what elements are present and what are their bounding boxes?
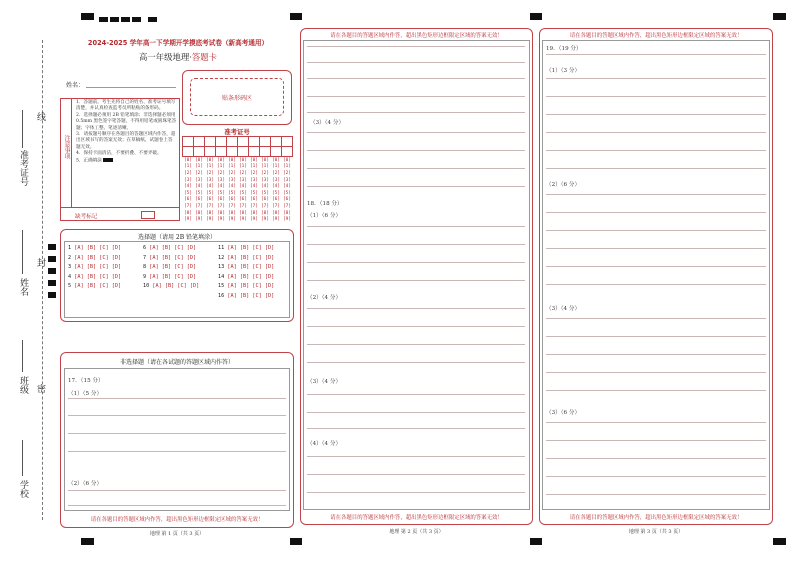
id-digit-bubble[interactable]: [7] bbox=[195, 203, 203, 209]
id-digit-bubble[interactable]: [0] bbox=[261, 157, 269, 163]
id-digit-bubble[interactable]: [7] bbox=[239, 203, 247, 209]
mc-question-row[interactable] bbox=[68, 255, 121, 261]
id-digit-bubble[interactable]: [1] bbox=[283, 164, 291, 170]
id-digit-bubble[interactable]: [2] bbox=[217, 170, 225, 176]
answer-line[interactable] bbox=[307, 280, 525, 281]
id-digit-bubble[interactable]: [6] bbox=[195, 197, 203, 203]
page1-footer: 地理 第 1 页（共 3 页） bbox=[149, 531, 205, 537]
answer-line[interactable] bbox=[307, 62, 525, 63]
answer-line[interactable] bbox=[546, 494, 766, 495]
name-label: 姓名： bbox=[66, 82, 85, 89]
id-digit-bubble[interactable]: [8] bbox=[217, 210, 225, 216]
answer-line[interactable] bbox=[546, 390, 766, 391]
answer-line[interactable] bbox=[307, 474, 525, 475]
subtitle-dot: · bbox=[189, 52, 192, 62]
notes-list bbox=[76, 100, 177, 165]
id-digit-bubble[interactable]: [1] bbox=[239, 164, 247, 170]
page3-bottom-notice: 请在各题目的答题区域内作答，超出黑色矩形边框限定区域的答案无效！ bbox=[569, 515, 743, 521]
timing-mark bbox=[81, 13, 94, 20]
id-digit-bubble[interactable]: [0] bbox=[250, 157, 258, 163]
id-entry-cell[interactable] bbox=[271, 147, 282, 157]
binding-underline bbox=[22, 230, 23, 274]
id-digit-bubble[interactable]: [0] bbox=[195, 157, 203, 163]
id-digit-bubble[interactable]: [9] bbox=[272, 217, 280, 223]
id-digit-bubble[interactable]: [6] bbox=[261, 197, 269, 203]
answer-line[interactable] bbox=[307, 308, 525, 309]
page3-footer: 地理 第 3 页（共 3 页） bbox=[628, 529, 684, 535]
id-digit-bubble[interactable]: [2] bbox=[239, 170, 247, 176]
answer-line[interactable] bbox=[546, 422, 766, 423]
answer-line[interactable] bbox=[307, 412, 525, 413]
id-digit-bubble[interactable]: [6] bbox=[228, 197, 236, 203]
answer-line[interactable] bbox=[546, 194, 766, 195]
id-digit-bubble[interactable]: [8] bbox=[272, 210, 280, 216]
id-digit-bubble[interactable]: [0] bbox=[283, 157, 291, 163]
answer-line[interactable] bbox=[546, 168, 766, 169]
id-digit-bubble[interactable]: [5] bbox=[239, 190, 247, 196]
answer-line[interactable] bbox=[307, 186, 525, 187]
notes-item-fill: 5．正确填涂 bbox=[76, 158, 177, 165]
q19-4-label: （3）（6 分） bbox=[546, 410, 581, 416]
mc-question-row[interactable] bbox=[143, 283, 199, 289]
mc-question-row[interactable] bbox=[143, 264, 196, 270]
timing-mark bbox=[110, 17, 119, 22]
id-digit-bubble[interactable]: [6] bbox=[239, 197, 247, 203]
answer-line[interactable] bbox=[68, 415, 286, 416]
timing-mark bbox=[48, 268, 56, 274]
absent-box[interactable] bbox=[141, 211, 155, 219]
mc-question-number: 7 bbox=[143, 254, 147, 261]
mc-question-number: 13 bbox=[218, 264, 225, 271]
mc-title: 选择题（请用 2B 铅笔填涂） bbox=[137, 234, 217, 241]
id-digit-bubble[interactable]: [8] bbox=[261, 210, 269, 216]
mc-question-row[interactable] bbox=[218, 255, 274, 261]
mc-question-number: 6 bbox=[143, 245, 147, 251]
id-digit-bubble[interactable]: [5] bbox=[272, 190, 280, 196]
q17-3-label: （3）（4 分） bbox=[310, 120, 345, 126]
id-digit-bubble[interactable]: [9] bbox=[184, 217, 192, 223]
answer-line[interactable] bbox=[307, 326, 525, 327]
id-digit-bubble[interactable]: [2] bbox=[184, 170, 192, 176]
id-entry-cell[interactable] bbox=[227, 137, 238, 147]
answer-line[interactable] bbox=[307, 428, 525, 429]
answer-line[interactable] bbox=[546, 96, 766, 97]
q19-label: 19．（19 分） bbox=[546, 46, 582, 52]
id-entry-cell[interactable] bbox=[282, 147, 293, 157]
binding-seal-char: 封 bbox=[35, 258, 45, 267]
mc-question-number: 8 bbox=[143, 264, 147, 271]
mc-options[interactable]: [A] [B] [C] [D] bbox=[74, 254, 122, 261]
answer-line[interactable] bbox=[546, 150, 766, 151]
answer-line[interactable] bbox=[307, 46, 525, 47]
id-digit-bubble[interactable]: [6] bbox=[272, 197, 280, 203]
answer-line[interactable] bbox=[68, 490, 286, 491]
id-digit-bubble[interactable]: [8] bbox=[195, 210, 203, 216]
page1-bottom-notice: 请在各题目的答题区域内作答，超出黑色矩形边框限定区域的答案无效！ bbox=[90, 517, 264, 523]
mc-question-number: 16 bbox=[218, 293, 225, 299]
notes-item: 3．请按题号顺序在各题目的答题区域内作答，超出区域书写的答案无效；在草稿纸、试题卷上答题无效。 bbox=[76, 132, 176, 150]
q19-1-label: （1）（3 分） bbox=[546, 68, 581, 74]
q17-label: 17．（15 分） bbox=[68, 378, 104, 384]
id-digit-bubble[interactable]: [4] bbox=[250, 184, 258, 190]
binding-underline bbox=[22, 340, 23, 372]
answer-line[interactable] bbox=[307, 492, 525, 493]
answer-line[interactable] bbox=[307, 456, 525, 457]
id-digit-bubble[interactable]: [1] bbox=[272, 164, 280, 170]
mc-options[interactable]: [A] [B] [C] [D] bbox=[74, 283, 122, 290]
timing-mark bbox=[132, 17, 141, 22]
q18-3-label: （3）（4 分） bbox=[307, 379, 342, 385]
timing-mark bbox=[290, 13, 302, 20]
timing-mark bbox=[530, 538, 542, 545]
q18-label: 18．（18 分） bbox=[307, 201, 343, 207]
binding-underline bbox=[22, 110, 23, 148]
mc-question-number: 14 bbox=[218, 273, 225, 280]
mc-options[interactable]: [A] [B] [C] [D] bbox=[227, 283, 275, 290]
id-digit-bubble[interactable]: [5] bbox=[250, 190, 258, 196]
id-digit-bubble[interactable]: [3] bbox=[195, 177, 203, 183]
id-digit-bubble[interactable]: [3] bbox=[239, 177, 247, 183]
id-digit-bubble[interactable]: [1] bbox=[217, 164, 225, 170]
id-digit-bubble[interactable]: [3] bbox=[272, 177, 280, 183]
notes-title: 注意事项 bbox=[63, 135, 70, 159]
timing-mark bbox=[99, 17, 108, 22]
mc-question-row[interactable] bbox=[143, 255, 196, 261]
answer-line[interactable] bbox=[546, 54, 766, 55]
id-digit-bubble[interactable]: [1] bbox=[195, 164, 203, 170]
timing-mark bbox=[48, 280, 56, 286]
answer-line[interactable] bbox=[68, 451, 286, 452]
answer-line[interactable] bbox=[546, 266, 766, 267]
absent-label: 缺考标记 bbox=[75, 214, 98, 220]
binding-line-char: 线 bbox=[35, 112, 45, 121]
q18-2-label: （2）（4 分） bbox=[307, 295, 342, 301]
exam-title: 2024-2025 学年高一下学期开学摸底考试卷（新高考通用） bbox=[87, 39, 269, 47]
id-entry-cell[interactable] bbox=[194, 137, 205, 147]
notes-item: 4．保持卡面清洁，不要折叠、不要弄破。 bbox=[76, 151, 162, 157]
id-digit-bubble[interactable]: [9] bbox=[261, 217, 269, 223]
id-entry-cell[interactable] bbox=[282, 137, 293, 147]
id-digit-bubble[interactable]: [2] bbox=[261, 170, 269, 176]
mc-options[interactable]: [A] [B] [C] [D] bbox=[149, 245, 197, 251]
id-entry-cell[interactable] bbox=[183, 137, 194, 147]
id-digit-bubble[interactable]: [3] bbox=[261, 177, 269, 183]
id-digit-bubble[interactable]: [3] bbox=[228, 177, 236, 183]
name-field[interactable] bbox=[86, 87, 176, 88]
id-digit-bubble[interactable]: [0] bbox=[184, 157, 192, 163]
id-entry-cell[interactable] bbox=[205, 147, 216, 157]
id-digit-bubble[interactable]: [7] bbox=[228, 203, 236, 209]
answer-line[interactable] bbox=[307, 394, 525, 395]
id-digit-bubble[interactable]: [8] bbox=[283, 210, 291, 216]
id-entry-cell[interactable] bbox=[194, 147, 205, 157]
binding-seal2-char: 密 bbox=[35, 384, 45, 393]
id-digit-bubble[interactable]: [0] bbox=[228, 157, 236, 163]
id-digit-bubble[interactable]: [8] bbox=[228, 210, 236, 216]
id-entry-cell[interactable] bbox=[271, 137, 282, 147]
q18-4-label: （4）（4 分） bbox=[307, 441, 342, 447]
id-digit-bubble[interactable]: [4] bbox=[228, 184, 236, 190]
answer-line[interactable] bbox=[307, 362, 525, 363]
binding-class: 班级 bbox=[18, 376, 28, 394]
notes-item: 1．答题前，考生先将自己的姓名、准考证号填写清楚，并认真检查监考员所粘贴的条形码。 bbox=[76, 100, 176, 112]
timing-mark bbox=[773, 538, 786, 545]
id-digit-bubble[interactable]: [6] bbox=[206, 197, 214, 203]
answer-line[interactable] bbox=[546, 284, 766, 285]
mc-question-number: 2 bbox=[68, 254, 72, 261]
binding-name: 姓名 bbox=[18, 278, 28, 296]
answer-line[interactable] bbox=[307, 112, 525, 113]
timing-mark bbox=[773, 13, 786, 20]
answer-line[interactable] bbox=[546, 476, 766, 477]
q19-2-label: （2）（6 分） bbox=[546, 182, 581, 188]
id-digit-bubble[interactable]: [6] bbox=[217, 197, 225, 203]
id-digit-bubble[interactable]: [4] bbox=[217, 184, 225, 190]
mc-question-row[interactable] bbox=[218, 283, 274, 289]
id-digit-bubble[interactable]: [5] bbox=[195, 190, 203, 196]
barcode-label: 贴条形码区 bbox=[221, 95, 252, 102]
id-digit-bubble[interactable]: [4] bbox=[206, 184, 214, 190]
id-digit-bubble[interactable]: [4] bbox=[239, 184, 247, 190]
mc-question-row[interactable] bbox=[143, 274, 196, 280]
id-digit-bubble[interactable]: [6] bbox=[250, 197, 258, 203]
id-digit-bubble[interactable]: [2] bbox=[250, 170, 258, 176]
mc-question-number: 10 bbox=[143, 283, 150, 290]
mc-question-row[interactable] bbox=[218, 245, 274, 251]
id-digit-bubble[interactable]: [8] bbox=[206, 210, 214, 216]
id-digit-bubble[interactable]: [3] bbox=[206, 177, 214, 183]
mc-options[interactable]: [A] [B] [C] [D] bbox=[227, 254, 275, 261]
id-digit-bubble[interactable]: [0] bbox=[272, 157, 280, 163]
id-digit-bubble[interactable]: [4] bbox=[261, 184, 269, 190]
mc-question-number: 12 bbox=[218, 254, 225, 261]
mc-options[interactable]: [A] [B] [C] [D] bbox=[74, 273, 122, 280]
timing-mark bbox=[48, 292, 56, 298]
answer-line[interactable] bbox=[68, 505, 286, 506]
mc-question-number: 11 bbox=[218, 245, 225, 251]
id-entry-cell[interactable] bbox=[205, 137, 216, 147]
id-digit-bubble[interactable]: [8] bbox=[250, 210, 258, 216]
answer-line[interactable] bbox=[307, 226, 525, 227]
answer-line[interactable] bbox=[307, 344, 525, 345]
answer-line[interactable] bbox=[307, 96, 525, 97]
id-digit-bubble[interactable]: [4] bbox=[283, 184, 291, 190]
mc-question-number: 1 bbox=[68, 245, 72, 251]
page2-top-notice: 请在各题目的答题区域内作答，超出黑色矩形边框限定区域的答案无效！ bbox=[330, 33, 503, 39]
mc-question-row[interactable] bbox=[143, 245, 196, 251]
mc-options[interactable]: [A] [B] [C] [D] bbox=[227, 273, 275, 280]
id-digit-bubble[interactable]: [3] bbox=[250, 177, 258, 183]
mc-question-row[interactable] bbox=[218, 293, 274, 299]
id-digit-bubble[interactable]: [2] bbox=[272, 170, 280, 176]
id-digit-bubble[interactable]: [5] bbox=[184, 190, 192, 196]
mc-question-row[interactable] bbox=[218, 264, 274, 270]
answer-line[interactable] bbox=[307, 262, 525, 263]
answer-line[interactable] bbox=[546, 114, 766, 115]
id-digit-bubble[interactable]: [1] bbox=[184, 164, 192, 170]
id-entry-cell[interactable] bbox=[227, 147, 238, 157]
id-digit-bubble[interactable]: [7] bbox=[272, 203, 280, 209]
id-entry-cell[interactable] bbox=[216, 147, 227, 157]
q17-2-label: （2）（6 分） bbox=[68, 481, 103, 487]
id-digit-bubble[interactable]: [7] bbox=[283, 203, 291, 209]
answer-line[interactable] bbox=[546, 318, 766, 319]
notes-item: 2．选择题必须用 2B 铅笔填涂；非选择题必须用 0.5mm 黑色签字笔答题，不得用铅笔或圆珠笔答题；字体工整、笔迹清晰。 bbox=[76, 112, 177, 131]
exam-id-title: 准考证号 bbox=[224, 128, 250, 136]
timing-mark bbox=[530, 13, 542, 20]
id-digit-bubble[interactable]: [9] bbox=[283, 217, 291, 223]
mc-options[interactable]: [A] [B] [C] [D] bbox=[152, 283, 200, 290]
binding-underline bbox=[22, 440, 23, 476]
timing-mark bbox=[148, 17, 157, 22]
card-subtitle bbox=[62, 51, 294, 63]
id-digit-bubble[interactable]: [7] bbox=[206, 203, 214, 209]
subtitle-tail: 答题卡 bbox=[191, 52, 218, 62]
mc-question-number: 15 bbox=[218, 283, 225, 290]
answer-line[interactable] bbox=[546, 230, 766, 231]
id-entry-cell[interactable] bbox=[249, 137, 260, 147]
timing-mark bbox=[48, 256, 56, 262]
answer-line[interactable] bbox=[546, 458, 766, 459]
mc-options[interactable]: [A] [B] [C] [D] bbox=[74, 264, 122, 271]
id-digit-bubble[interactable]: [5] bbox=[261, 190, 269, 196]
id-digit-bubble[interactable]: [7] bbox=[217, 203, 225, 209]
id-digit-bubble[interactable]: [3] bbox=[184, 177, 192, 183]
id-entry-cell[interactable] bbox=[238, 147, 249, 157]
id-digit-bubble[interactable]: [1] bbox=[228, 164, 236, 170]
binding-school: 学校 bbox=[18, 480, 28, 498]
id-digit-bubble[interactable]: [6] bbox=[184, 197, 192, 203]
mc-question-number: 4 bbox=[68, 273, 72, 280]
mc-options[interactable]: [A] [B] [C] [D] bbox=[149, 254, 197, 261]
id-digit-bubble[interactable]: [3] bbox=[283, 177, 291, 183]
id-digit-bubble[interactable]: [1] bbox=[250, 164, 258, 170]
answer-line[interactable] bbox=[546, 354, 766, 355]
id-digit-bubble[interactable]: [7] bbox=[261, 203, 269, 209]
id-digit-bubble[interactable]: [7] bbox=[184, 203, 192, 209]
mc-question-row[interactable] bbox=[218, 274, 274, 280]
answer-line[interactable] bbox=[307, 150, 525, 151]
answer-line[interactable] bbox=[307, 132, 525, 133]
mc-options[interactable]: [A] [B] [C] [D] bbox=[74, 245, 122, 251]
id-digit-bubble[interactable]: [0] bbox=[206, 157, 214, 163]
id-digit-bubble[interactable]: [1] bbox=[206, 164, 214, 170]
id-entry-cell[interactable] bbox=[260, 147, 271, 157]
timing-mark bbox=[290, 538, 302, 545]
answer-line[interactable] bbox=[68, 398, 286, 399]
mc-options[interactable]: [A] [B] [C] [D] bbox=[227, 245, 275, 251]
mc-question-row[interactable] bbox=[68, 274, 121, 280]
id-digit-bubble[interactable]: [4] bbox=[195, 184, 203, 190]
answer-line[interactable] bbox=[546, 336, 766, 337]
mc-options[interactable]: [A] [B] [C] [D] bbox=[227, 293, 275, 299]
page3-top-notice: 请在各题目的答题区域内作答，超出黑色矩形边框限定区域的答案无效！ bbox=[569, 33, 743, 39]
id-entry-cell[interactable] bbox=[216, 137, 227, 147]
id-digit-bubble[interactable]: [7] bbox=[250, 203, 258, 209]
id-digit-bubble[interactable]: [2] bbox=[228, 170, 236, 176]
id-digit-bubble[interactable]: [6] bbox=[283, 197, 291, 203]
id-digit-bubble[interactable]: [3] bbox=[217, 177, 225, 183]
id-digit-bubble[interactable]: [5] bbox=[217, 190, 225, 196]
id-digit-bubble[interactable]: [9] bbox=[250, 217, 258, 223]
mc-question-number: 3 bbox=[68, 264, 72, 271]
id-digit-bubble[interactable]: [9] bbox=[195, 217, 203, 223]
q18-1-label: （1）（6 分） bbox=[307, 213, 342, 219]
id-entry-cell[interactable] bbox=[249, 147, 260, 157]
id-digit-bubble[interactable]: [9] bbox=[228, 217, 236, 223]
id-digit-bubble[interactable]: [5] bbox=[206, 190, 214, 196]
q19-3-label: （3）（4 分） bbox=[546, 306, 581, 312]
id-digit-bubble[interactable]: [8] bbox=[239, 210, 247, 216]
id-digit-bubble[interactable]: [9] bbox=[239, 217, 247, 223]
id-digit-bubble[interactable]: [4] bbox=[272, 184, 280, 190]
id-digit-bubble[interactable]: [9] bbox=[217, 217, 225, 223]
answer-line[interactable] bbox=[307, 244, 525, 245]
mc-question-row[interactable] bbox=[68, 245, 121, 251]
id-digit-bubble[interactable]: [2] bbox=[195, 170, 203, 176]
id-entry-cell[interactable] bbox=[238, 137, 249, 147]
answer-line[interactable] bbox=[546, 78, 766, 79]
mc-options[interactable]: [A] [B] [C] [D] bbox=[149, 264, 197, 271]
answer-line[interactable] bbox=[307, 78, 525, 79]
mc-options[interactable]: [A] [B] [C] [D] bbox=[149, 273, 197, 280]
answer-line[interactable] bbox=[546, 440, 766, 441]
id-digit-bubble[interactable]: [9] bbox=[206, 217, 214, 223]
id-digit-bubble[interactable]: [4] bbox=[184, 184, 192, 190]
binding-exam-no: 准考证号 bbox=[18, 150, 28, 186]
timing-mark bbox=[121, 17, 130, 22]
mc-question-row[interactable] bbox=[68, 264, 121, 270]
timing-mark bbox=[48, 244, 56, 250]
page2-footer: 地理 第 2 页（共 3 页） bbox=[389, 529, 444, 535]
id-digit-bubble[interactable]: [2] bbox=[283, 170, 291, 176]
answer-line[interactable] bbox=[68, 433, 286, 434]
exam-id-grid[interactable] bbox=[182, 136, 293, 223]
answer-line[interactable] bbox=[546, 372, 766, 373]
timing-mark bbox=[81, 538, 94, 545]
answer-line[interactable] bbox=[546, 212, 766, 213]
page2-bottom-notice: 请在各题目的答题区域内作答，超出黑色矩形边框限定区域的答案无效！ bbox=[330, 515, 503, 521]
q17-1-label: （1）（5 分） bbox=[68, 391, 103, 397]
id-digit-bubble[interactable]: [2] bbox=[206, 170, 214, 176]
mc-question-row[interactable] bbox=[68, 283, 121, 289]
mc-question-number: 5 bbox=[68, 283, 72, 290]
subtitle-main: 高一年级地理 bbox=[138, 52, 190, 62]
answer-line[interactable] bbox=[307, 168, 525, 169]
id-digit-bubble[interactable]: [5] bbox=[228, 190, 236, 196]
nonmc-title: 非选择题（请在各试题的答题区域内作答） bbox=[119, 359, 234, 366]
id-digit-bubble[interactable]: [0] bbox=[239, 157, 247, 163]
mc-question-number: 9 bbox=[143, 273, 147, 280]
id-entry-cell[interactable] bbox=[260, 137, 271, 147]
id-digit-bubble[interactable]: [8] bbox=[184, 210, 192, 216]
answer-line[interactable] bbox=[546, 248, 766, 249]
id-digit-bubble[interactable]: [0] bbox=[217, 157, 225, 163]
answer-line[interactable] bbox=[546, 132, 766, 133]
mc-options[interactable]: [A] [B] [C] [D] bbox=[227, 264, 275, 271]
id-digit-bubble[interactable]: [5] bbox=[283, 190, 291, 196]
id-entry-cell[interactable] bbox=[183, 147, 194, 157]
id-digit-bubble[interactable]: [1] bbox=[261, 164, 269, 170]
